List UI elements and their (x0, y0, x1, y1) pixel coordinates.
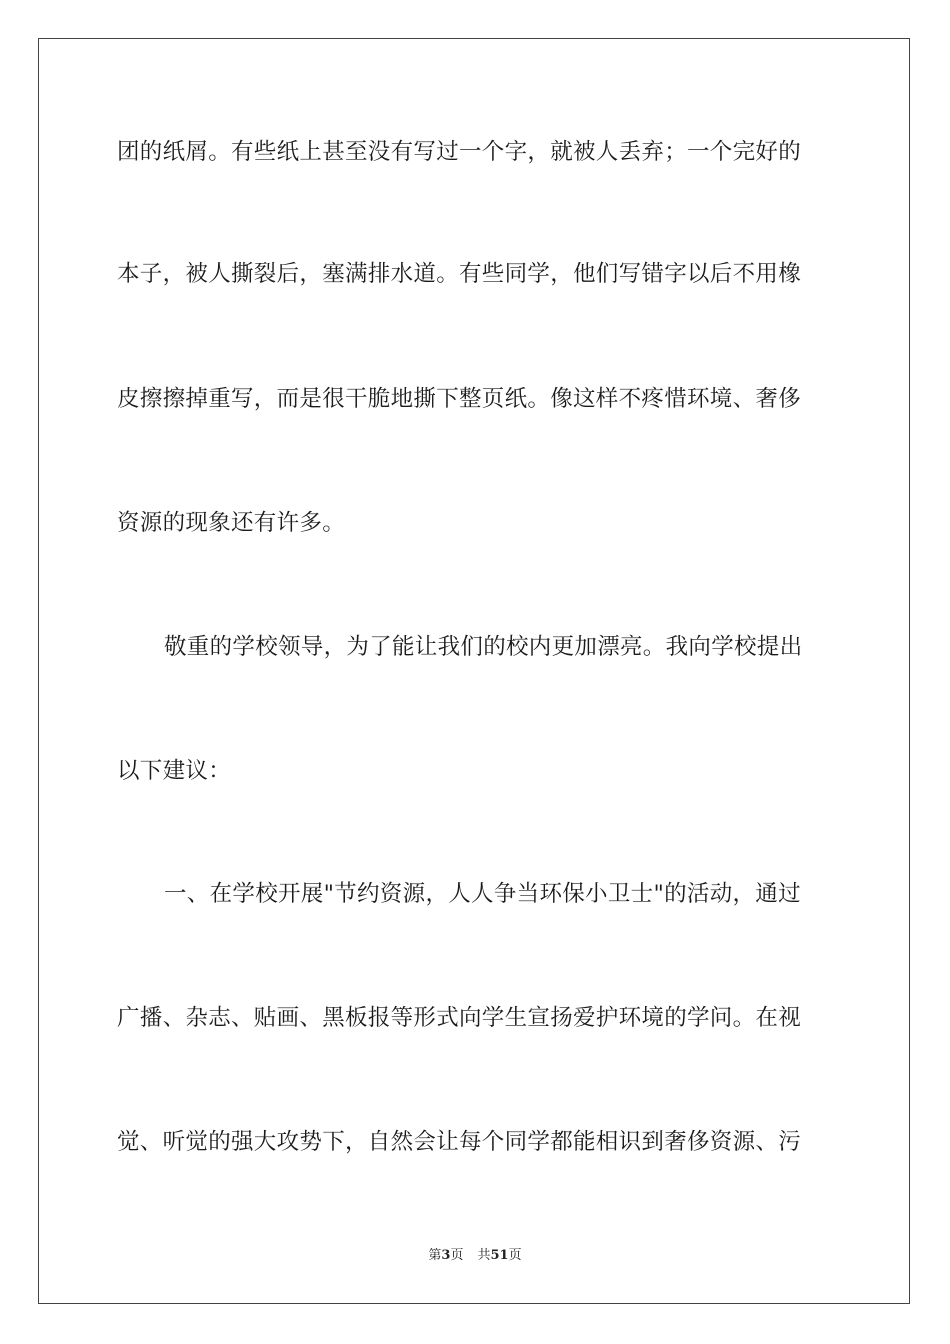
total-prefix: 共 (477, 1248, 491, 1263)
page-number: 3 (441, 1248, 451, 1263)
total-suffix: 页 (508, 1248, 522, 1263)
page-suffix: 页 (450, 1248, 464, 1263)
text-line-5-paragraph-start: 敬重的学校领导，为了能让我们的校内更加漂亮。我向学校提出 (164, 634, 803, 660)
text-line-8: 广播、杂志、贴画、黑板报等形式向学生宣扬爱护环境的学问。在视 (117, 1005, 802, 1031)
page-footer (0, 1248, 950, 1264)
text-line-7-paragraph-start: 一、在学校开展"节约资源，人人争当环保小卫士"的活动，通过 (164, 881, 801, 907)
page-border (38, 38, 910, 1304)
page-prefix: 第 (428, 1248, 442, 1263)
text-line-4: 资源的现象还有许多。 (117, 510, 346, 536)
text-line-3: 皮擦擦掉重写，而是很干脆地撕下整页纸。像这样不疼惜环境、奢侈 (117, 386, 802, 412)
text-line-2: 本子，被人撕裂后，塞满排水道。有些同学，他们写错字以后不用橡 (117, 261, 802, 287)
text-line-1: 团的纸屑。有些纸上甚至没有写过一个字，就被人丢弃；一个完好的 (117, 139, 802, 165)
text-line-6: 以下建议： (117, 758, 232, 784)
total-pages: 51 (490, 1248, 509, 1263)
text-line-9: 觉、听觉的强大攻势下，自然会让每个同学都能相识到奢侈资源、污 (117, 1129, 802, 1155)
